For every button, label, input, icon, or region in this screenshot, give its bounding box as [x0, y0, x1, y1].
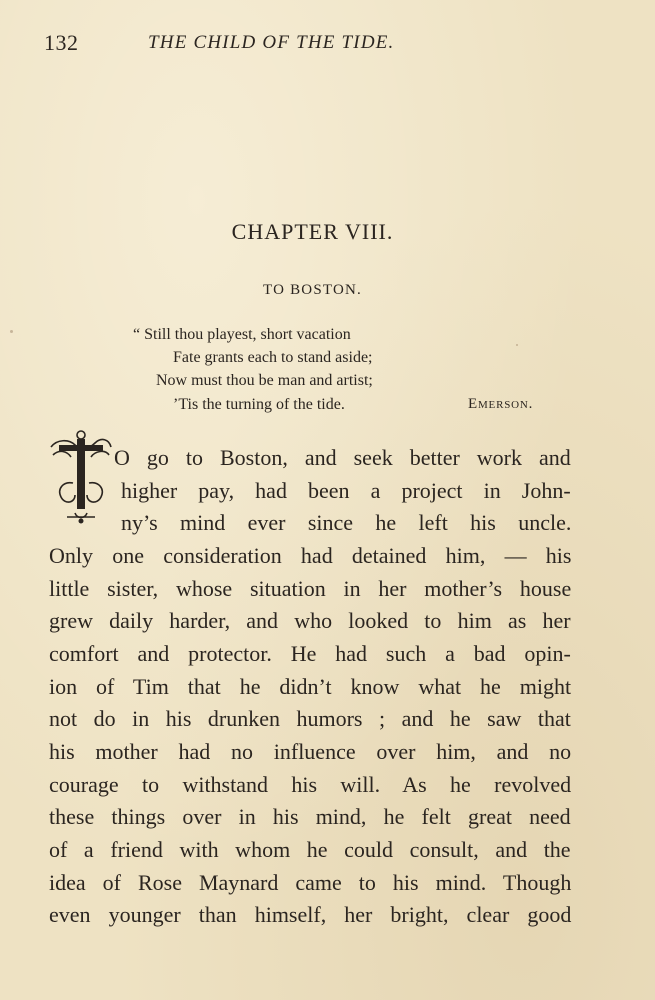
paper-speck	[516, 344, 518, 346]
drop-cap-letter: T	[80, 483, 82, 484]
body-line: not do in his drunken humors ; and he saw that	[49, 706, 571, 731]
body-line: idea of Rose Maynard came to his mind. Though	[49, 870, 572, 895]
body-line: Only one consideration had detained him, — his	[49, 543, 572, 568]
paper-speck	[10, 330, 13, 333]
epigraph-attribution-text: Emerson.	[468, 396, 534, 412]
page-number: 132	[44, 30, 79, 55]
chapter-subtitle: TO BOSTON.	[263, 282, 362, 298]
body-line: higher pay, had been a project in John-	[121, 478, 571, 503]
body-line: comfort and protector. He had such a bad opin-	[49, 641, 571, 666]
drop-cap-ornament	[47, 425, 115, 525]
body-line: little sister, whose situation in her mother’s house	[49, 576, 572, 601]
epigraph-line: Now must thou be man and artist;	[156, 372, 373, 389]
body-line: ny’s mind ever since he left his uncle.	[121, 510, 572, 535]
body-line: O go to Boston, and seek better work and	[114, 445, 571, 470]
epigraph-line: ’Tis the turning of the tide.	[173, 396, 345, 413]
body-line: courage to withstand his will. As he revolved	[49, 772, 572, 797]
epigraph-line: “ Still thou playest, short vacation	[133, 326, 351, 343]
body-line: these things over in his mind, he felt great need	[49, 804, 571, 829]
running-head	[44, 30, 614, 58]
body-line: his mother had no influence over him, and no	[49, 739, 572, 764]
chapter-title: CHAPTER VIII.	[231, 219, 394, 244]
body-line: even younger than himself, her bright, clear good	[49, 902, 572, 927]
epigraph-attribution	[468, 396, 533, 413]
body-line: grew daily harder, and who looked to him as her	[49, 608, 571, 633]
body-line: of a friend with whom he could consult, and the	[49, 837, 571, 862]
body-line: ion of Tim that he didn’t know what he might	[49, 674, 572, 699]
epigraph-line: Fate grants each to stand aside;	[173, 349, 373, 366]
running-title: THE CHILD OF THE TIDE.	[148, 32, 395, 53]
